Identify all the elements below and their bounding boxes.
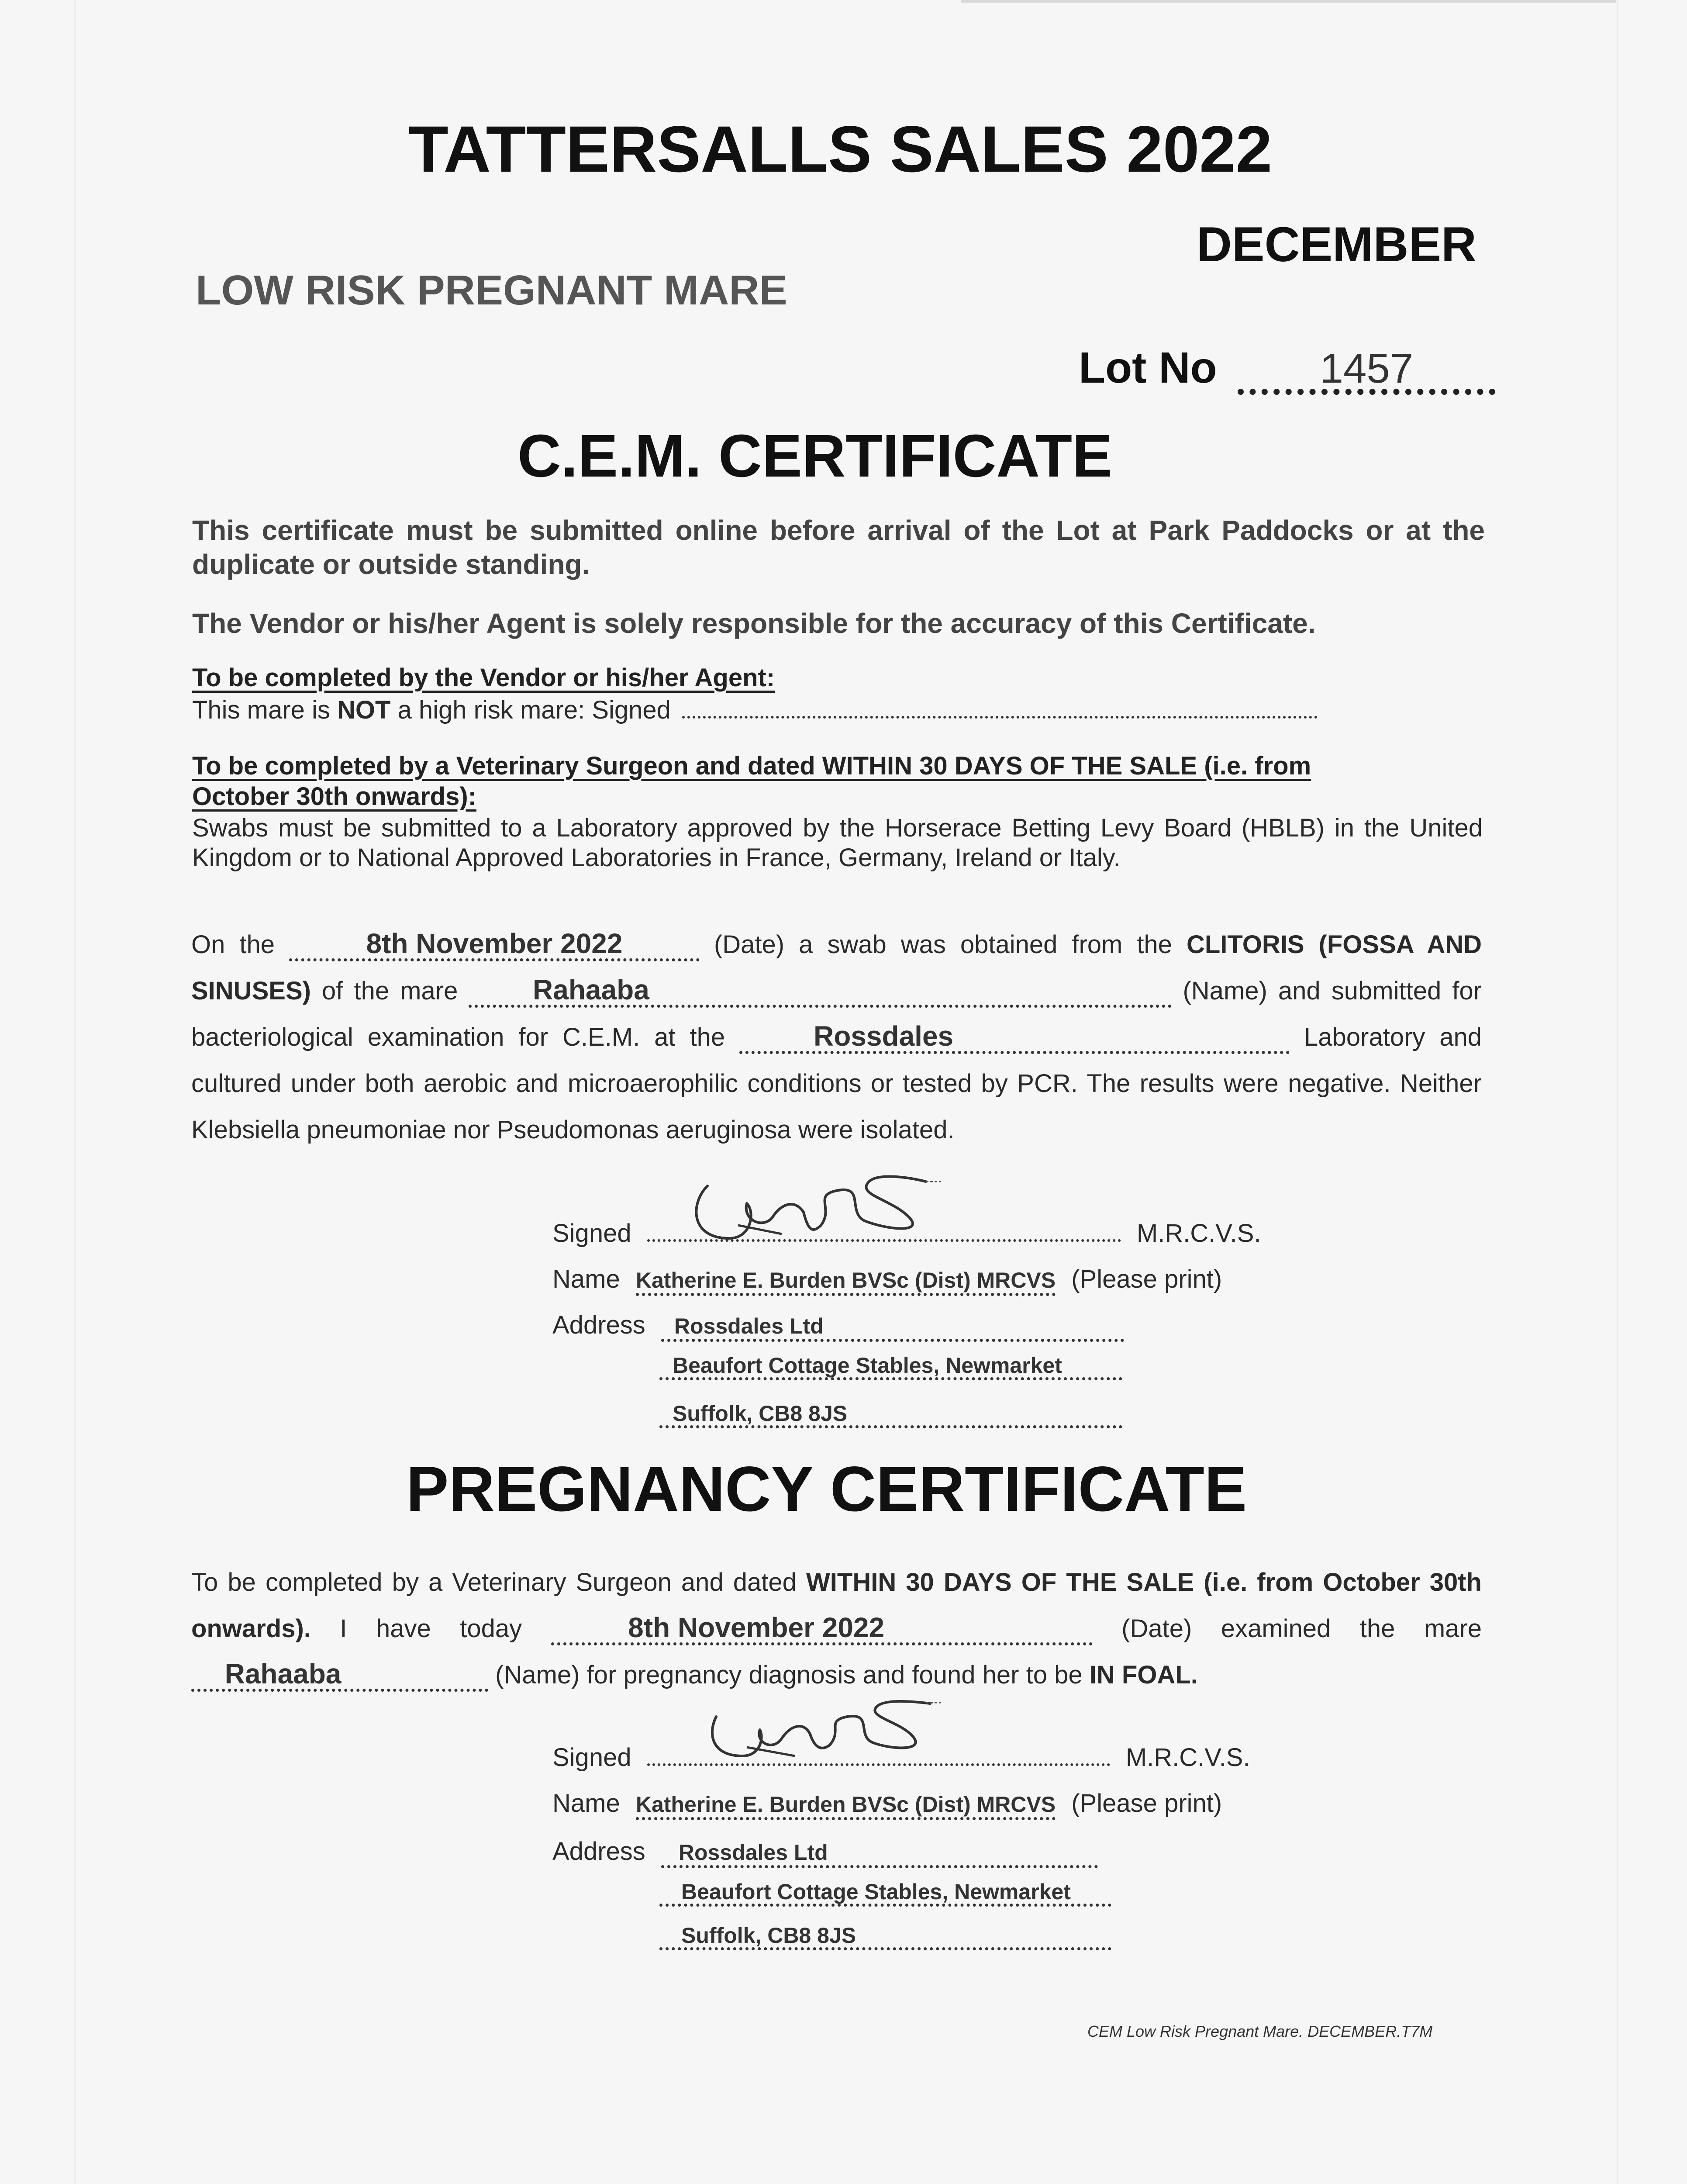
vendor-declaration-line: This mare is NOT a high risk mare: Signed [192, 695, 1318, 725]
cem-signed-row: Signed M.R.C.V.S. [552, 1219, 1261, 1248]
pregnancy-address-line3-row [659, 1924, 1111, 1950]
cem-address-line1: Rossdales Ltd [674, 1314, 824, 1338]
pregnancy-address-line2: Beaufort Cottage Stables, Newmarket [681, 1880, 1071, 1904]
document-title: TATTERSALLS SALES 2022 [408, 112, 1273, 186]
cem-handwritten-signature [681, 1168, 943, 1254]
swab-laboratory-text: Swabs must be submitted to a Laboratory approved by the Horserace Betting Levy Board (HBLB) in the United Kingdom or to National Approved Laboratories in France, Germany, Ireland or Italy. [192, 814, 1483, 872]
pregnancy-name-row: Name Katherine E. Burden BVSc (Dist) MRCVS (Please print) [552, 1789, 1222, 1820]
cem-submission-notice: This certificate must be submitted online before arrival of the Lot at Park Paddocks or at the duplicate or outside standing. [192, 515, 1485, 580]
swab-site: CLITORIS (FOSSA AND SINUSES) [191, 930, 1482, 1005]
pregnancy-handwritten-signature [699, 1695, 943, 1771]
laboratory-value: Rossdales [813, 1020, 954, 1052]
not-emphasis: NOT [337, 696, 391, 724]
vet-section-heading-line1: To be completed by a Veterinary Surgeon and dated WITHIN 30 DAYS OF THE SALE (i.e. from [192, 752, 1311, 780]
vet-section-heading-line2: October 30th onwards): [192, 782, 476, 811]
lot-label: Lot No [1079, 343, 1217, 392]
sale-month: DECEMBER [1197, 217, 1477, 272]
pregnancy-mare-name-value: Rahaaba [224, 1658, 342, 1690]
pregnancy-address-line3: Suffolk, CB8 8JS [681, 1923, 856, 1948]
pregnancy-address-line2-row [659, 1880, 1111, 1907]
mare-category: LOW RISK PREGNANT MARE [196, 267, 787, 314]
vendor-signature-field[interactable] [682, 716, 1318, 719]
lot-number-value: 1457 [1320, 345, 1414, 392]
pregnancy-address-line1: Rossdales Ltd [678, 1840, 828, 1865]
swab-result-paragraph: On the 8th November 2022 (Date) a swab was obtained from the CLITORIS (FOSSA AND SINUSES) of the mare Rahaaba (Name) and submitted for bacteriological examination for C.E.M. at the Rossdales Laboratory and cultured under both aerobic and microaerophilic conditions or tested by PCR. The results were negative. Neither Klebsiella pneumoniae nor Pseudomonas aeruginosa were isolated. [191, 928, 1482, 1144]
pregnancy-signed-row: Signed M.R.C.V.S. [552, 1743, 1250, 1772]
cem-vet-name-value: Katherine E. Burden BVSc (Dist) MRCVS [635, 1268, 1056, 1292]
cem-certificate-title: C.E.M. CERTIFICATE [517, 422, 1113, 490]
cem-address-line3: Suffolk, CB8 8JS [673, 1401, 848, 1426]
pregnancy-paragraph: To be completed by a Veterinary Surgeon and dated WITHIN 30 DAYS OF THE SALE (i.e. from October 30th onwards). I have today 8th November 2022 (Date) examined the mare Rahaaba (Name) for pregnancy diagnosis and found her to be IN FOAL. [191, 1559, 1482, 1698]
cem-responsibility-notice: The Vendor or his/her Agent is solely responsible for the accuracy of this Certificate. [192, 608, 1316, 639]
cem-name-row: Name Katherine E. Burden BVSc (Dist) MRCVS (Please print) [552, 1265, 1222, 1296]
pregnancy-date-value: 8th November 2022 [628, 1612, 885, 1643]
cem-address-line2-row [659, 1354, 1122, 1380]
cem-address-line3-row [659, 1402, 1122, 1428]
form-reference: CEM Low Risk Pregnant Mare. DECEMBER.T7M [1087, 2022, 1433, 2040]
swab-date-value: 8th November 2022 [366, 928, 623, 959]
pregnancy-result: IN FOAL. [1089, 1661, 1198, 1689]
pregnancy-address-row: Address Rossdales Ltd [552, 1837, 1098, 1868]
vendor-section-heading: To be completed by the Vendor or his/her Agent: [192, 663, 775, 692]
pregnancy-certificate-title: PREGNANCY CERTIFICATE [406, 1453, 1247, 1524]
cem-address-row: Address Rossdales Ltd [552, 1310, 1124, 1342]
cem-mare-name-value: Rahaaba [533, 974, 649, 1006]
pregnancy-vet-name-value: Katherine E. Burden BVSc (Dist) MRCVS [635, 1792, 1056, 1817]
scan-top-line [961, 0, 1616, 3]
cem-address-line2: Beaufort Cottage Stables, Newmarket [673, 1353, 1062, 1378]
lot-number-row [1079, 343, 1495, 395]
